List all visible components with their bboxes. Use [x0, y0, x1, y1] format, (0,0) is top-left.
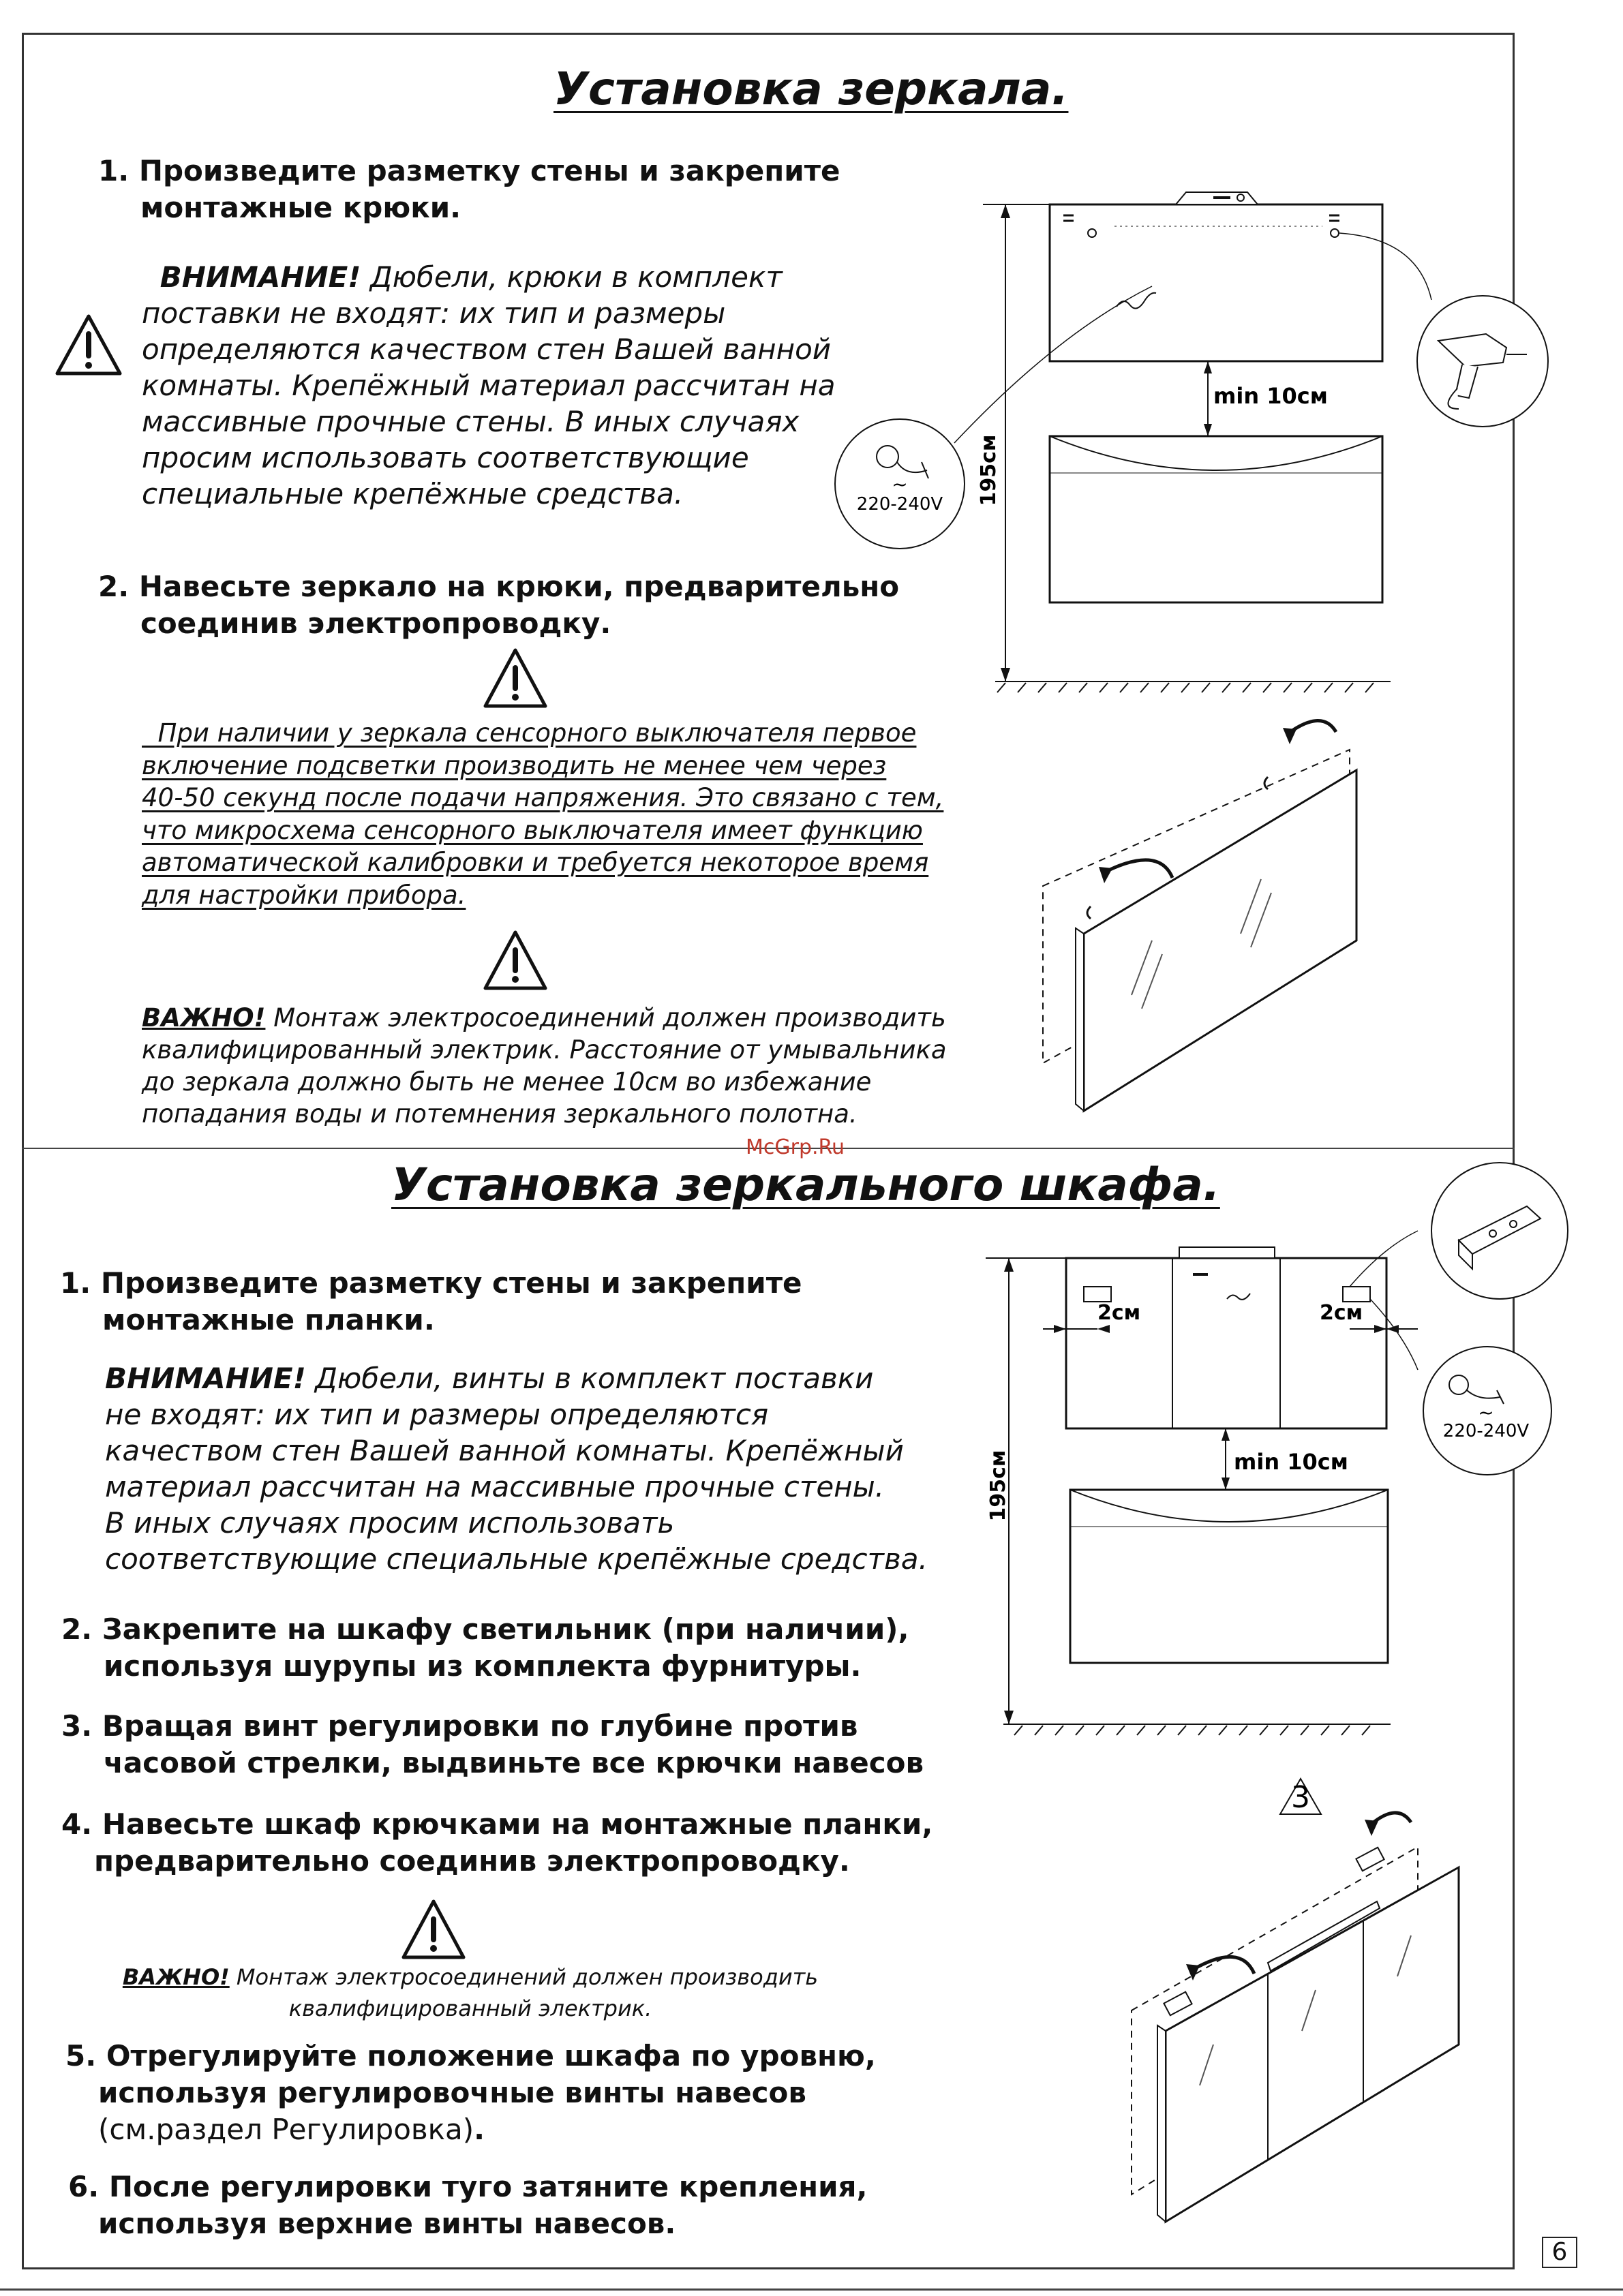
section2-step5: 5. Отрегулируйте положение шкафа по уровню, используя регулировочные винты навесов (см.раздел Регулировка).	[65, 2039, 876, 2146]
tilde-label: ~	[892, 473, 908, 495]
cabinet-hanging-illustration	[1118, 1772, 1527, 2263]
section2-step6: 6. После регулировки туго затяните крепления, используя верхние винты навесов.	[68, 2170, 868, 2240]
section1-title: Установка зеркала.	[553, 63, 1069, 115]
section2-step3: 3. Вращая винт регулировки по глубине против часовой стрелки, выдвиньте все крючки навесов	[61, 1709, 924, 1779]
section2-attention-note: ВНИМАНИЕ! Дюбели, винты в комплект поставки не входят: их тип и размеры определяются качеством стен Вашей ванной комнаты. Крепёжный материал рассчитан на массивные прочные стены. В иных случаях просим использовать соответствующие специальные крепёжные средства.	[105, 1362, 928, 1576]
height-label: 195см	[977, 434, 1001, 506]
section2-step1: 1. Произведите разметку стены и закрепите монтажные планки.	[60, 1266, 802, 1336]
mirror-mounting-diagram	[832, 184, 1568, 702]
warning-icon	[401, 1899, 466, 1960]
warning-icon	[483, 930, 548, 991]
bottom-rule	[0, 2289, 1623, 2291]
section1-attention-note: ВНИМАНИЕ! Дюбели, крюки в комплект поставки не входят: их тип и размеры определяются качеством стен Вашей ванной комнаты. Крепёжный материал рассчитан на массивные прочные стены. В иных случаях просим использовать соответствующие специальные крепёжные средства.	[142, 260, 836, 510]
min-gap-label: min 10см	[1213, 383, 1328, 409]
page-number: 6	[1542, 2237, 1577, 2268]
section1-step2: 2. Навесьте зеркало на крюки, предварительно соединив электропроводку.	[98, 570, 900, 640]
section2-title: Установка зеркального шкафа.	[391, 1159, 1220, 1211]
tilde-label: ~	[1478, 1401, 1494, 1424]
voltage-label: 220-240V	[1442, 1421, 1530, 1441]
voltage-label: 220-240V	[856, 494, 943, 515]
section2-step4: 4. Навесьте шкаф крючками на монтажные планки, предварительно соединив электропроводку.	[61, 1807, 933, 1878]
section1-step1: 1. Произведите разметку стены и закрепите монтажные крюки.	[98, 154, 840, 224]
warning-icon	[483, 647, 548, 709]
sensor-switch-note: При наличии у зеркала сенсорного выключателя первое включение подсветки производить не менее чем через 40-50 секунд после подачи напряжения. Это связано с тем, что микросхема сенсорного выключателя имеет функцию автоматической калибровки и требуется некоторое время для настройки прибора.	[142, 718, 944, 910]
side-gap-label-right: 2см	[1320, 1301, 1363, 1325]
height-label: 195см	[986, 1450, 1010, 1522]
warning-icon	[55, 313, 123, 376]
side-gap-label-left: 2см	[1097, 1301, 1141, 1325]
watermark: McGrp.Ru	[746, 1135, 845, 1159]
section1-important-note: ВАЖНО! Монтаж электросоединений должен производить квалифицированный электрик. Расстояние от умывальника до зеркала должно быть не менее 10см во избежание попадания воды и потемнения зеркального полотна.	[142, 1003, 947, 1129]
step-marker-label: 3	[1291, 1780, 1310, 1815]
min-gap-label: min 10см	[1234, 1449, 1348, 1475]
section2-step2: 2. Закрепите на шкафу светильник (при наличии), используя шурупы из комплекта фурнитуры.	[61, 1612, 909, 1683]
mirror-hanging-illustration	[1036, 709, 1391, 1090]
section2-important-note: ВАЖНО! Монтаж электросоединений должен производить квалифицированный электрик.	[122, 1964, 819, 2021]
cabinet-mounting-diagram	[941, 1165, 1568, 1751]
